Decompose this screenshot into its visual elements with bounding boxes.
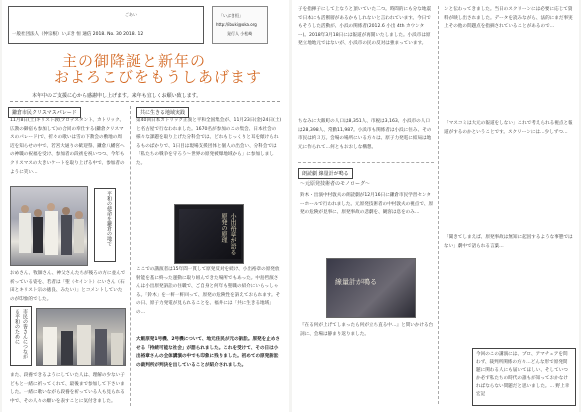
logo-issuer: 発行人 小松崎 (227, 31, 253, 36)
header-ruby: ごあい (125, 12, 137, 17)
newsletter-header (8, 6, 204, 44)
greeting-title-line2: およろこびをもうしあげます (54, 68, 263, 86)
right-col2-body: ンと伝わってきました。当日のスクリーンには必要に応じて資料が映し出されました。データを読みながら、法的にまだ事実上その他の問題点を指摘されていることがあるので… (444, 7, 573, 30)
right-column-rule (438, 6, 439, 404)
parade-photo-2-figures (37, 309, 126, 366)
left-page (2, 0, 289, 412)
peace-body-2: ここでの講演者は15年間一貫して原発反対を続け、小出裕章の原発放射能を基に終った運動に取り組んできた場所でもあった。中島哲演さんは小出原発訴訟の住職で、ご自身と何年も聖職の紹介にいらっしゃる。「鈴木」を一軒一軒回って、原発の危険性を訴えておられます。その日、原子力発電が見られることを、福井には「共に生きる地域」の… (136, 267, 281, 315)
right-divider (298, 162, 434, 163)
book-cover-photo (174, 204, 244, 264)
right-page (292, 0, 579, 412)
parade-body-3: また、段養できるようにしていた人は、理解の少ない子どもと一緒に祈ってくれて、最後まで参加して下さいました。一緒に歌いながら段養を祈っている人も見られる中で、その人々の願いを表すことに気付きました。 (10, 373, 125, 404)
peace-body-3: 大飯原発1号機、2号機について、地元住民が元の訴訟。原発を止めさせる「持続可能な社会」が語られました。これを受けて、その日は小出裕章さんの全体講演の中でも印象に残りました。初めての原発訴訟の裁判所が判決を出していることが紹介されました。 (136, 337, 281, 368)
section-tag-reading: 朗読劇 線量計が鳴る (298, 168, 353, 179)
parade-body: 11月8日(土)キリスト教(プロテスタント、カトリック、広教の御宿も参加して)の合同の奉仕する(鎌倉クリスマスのパレード)で、折々の歌いは雪の下教会の敷地の周辺を知らせの中で、若宮大通りの歓迎祭、鎌倉八幡宮への神職の祝福を受け、参加者の段祓を祝いつつ、今年もクリスマスの大きいケートを取り上げる中で、参加者のように笑い… (10, 118, 125, 175)
parade-photo (10, 186, 88, 266)
book-title: 小出裕章が語る原発の原理 (179, 209, 241, 259)
reading-body-3: 「聞きてしまえば、原発事故は無知に起因するような事態ではない」劇中で語られる言葉… (444, 235, 573, 249)
header-org-name: 一般社団法人（仲宗根）いぶき 恒 (12, 32, 81, 37)
peace-body: 第40回日本カトリック正義と平和全国集会が、11月23日(金)24日(土)と名古屋で行なわれました。1670名が参加のこの集会、日本社会の様々な課題を取り上げた分科会では、どれもじっくりと耳を傾けられるものばかりで、1日目は現場支援団体と個人の出会い、分科会では「私たちの戦争を守ろう〜世界の原発被爆地域から」に参加しました。 (136, 118, 282, 166)
divider (10, 101, 280, 102)
reading-body: 鈴木・出演中村敦夫の朗読劇が12月16日に鎌倉市民学習センターホールで行われました。元原発技術者の中村敦夫の視点で、原発の危険が見事に、原発事故の悲劇を、観客は息をのみ… (300, 193, 434, 216)
logo-name: 「いぶき恒」 (219, 13, 243, 18)
section-tag-peace: 共に生きる地域実践 (136, 107, 189, 118)
footnote-box: 今回のこの講演には、プロ、アマチュアを問わず、裁判所関係の方々…どんな形で原発問題に関わる人にも届いてほしい、そしていつか必ず私たちの時代の誰もが知っておかなければならない問題だと思いました。… 野上幸宏記 (472, 348, 576, 406)
intro-text: 本年中のご支援に心から感謝申し上げます。来年も宜しくお願い致します。 (32, 93, 202, 99)
parade-photo-2 (36, 308, 126, 366)
reading-poster-photo (326, 258, 416, 318)
parade-caption-vertical-2: 市民の皆さんにつながる平和のために (10, 306, 32, 366)
section-tag-parade: 鎌倉市民クリスマスパレード (8, 107, 81, 118)
reading-body-2: 『在る何が上げてしまったら何が立ち直る中…』と問いかける台詞に、会場は静まり返りました。 (300, 323, 434, 337)
column-rule (130, 106, 131, 406)
right-col2-body-2: 「マスコミは大元の報道をしない」これで考えられる視点と報道がするのかということです。スクリーンには…少しずつ… (444, 121, 573, 135)
header-issue: 通信 2018. No. 30 2018. 12 (82, 32, 144, 37)
parade-body-2: おめさん、牧師さん、神父さんたちが後ろの方に並んで祈っている姿を、若者は「聖（セイント）にいさん（石田とキリスト宗の徳良、みたい）」とコメントしていたのが印象的でした。 (10, 271, 126, 302)
reading-photo-caption: 線量計が鳴る (335, 278, 377, 286)
logo-box (212, 6, 268, 44)
greeting-title-line1: 主の御降誕と新年の (62, 52, 207, 70)
parade-caption-vertical: 平和の使命を鎌倉の地で (94, 188, 116, 262)
reading-subtitle: 〜元原発技術者のモノローグ〜 (300, 181, 370, 187)
parade-photo-figures (11, 187, 88, 266)
header-org (12, 31, 143, 37)
logo-url: http://ibuki@oka.org (216, 22, 257, 27)
right-top-body-2: ちなみに大飯町の人口は8,351人、市税は3,163、小浜市の人口は28,398人、常勤11,987。小浜市も関係者は小浜に住み、その市民は約３万。会場の場所にいる方々は、原子力発電に結局は地元に作られて…何ともおおしな構想。 (298, 119, 432, 150)
right-top-body: 子を指揮子にして上なうと頂いていた二つ。時間的にも分な地震で日本にも活断層があるかもしれないと言われています。今日でもそうした活動が、小浜の関係者(2012.6 小出 4th カウンター)。2018年3月18日には報道が再開いたしました。小浜市は原発立地地元ではないが、小浜市の民の反対は強まっています。 (298, 7, 432, 47)
